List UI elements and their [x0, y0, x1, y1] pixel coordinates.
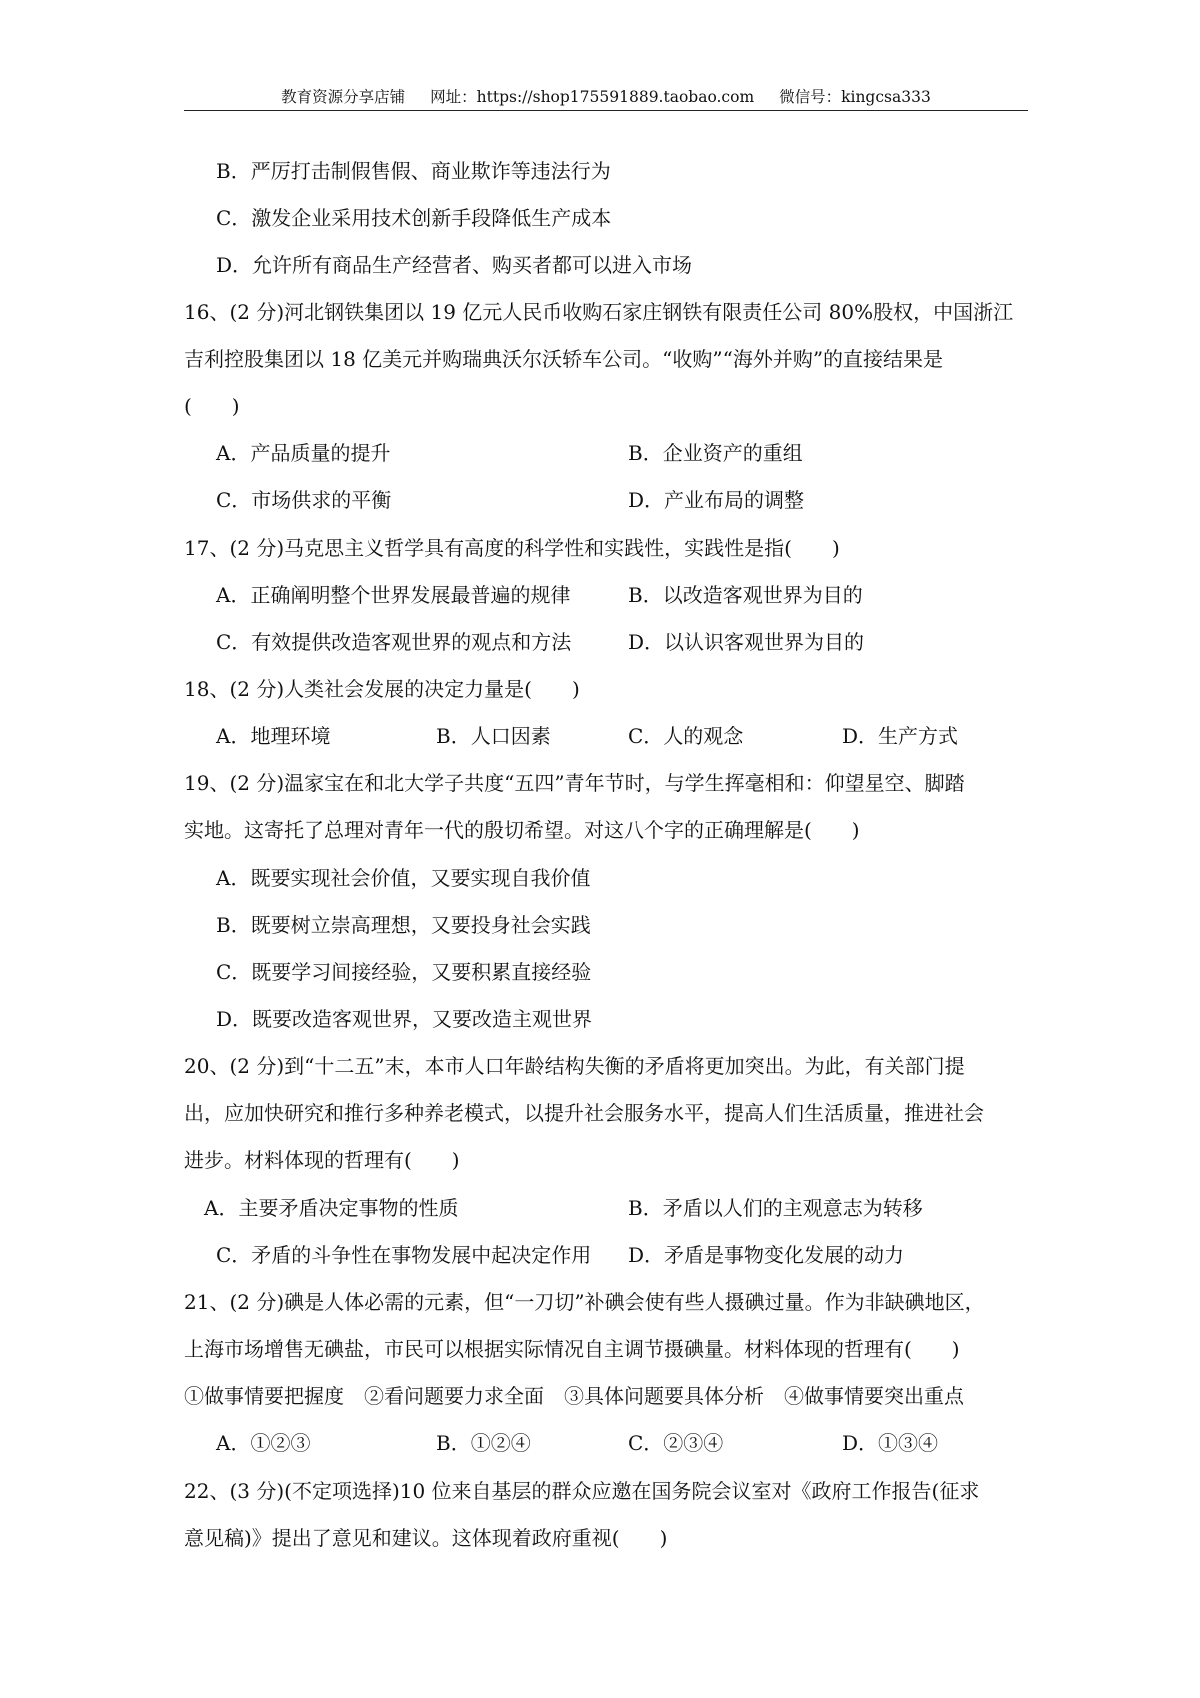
q18-option-c: C．人的观念	[628, 724, 744, 748]
q18-option-b: B．人口因素	[436, 724, 551, 748]
q21-statements: ①做事情要把握度 ②看问题要力求全面 ③具体问题要具体分析 ④做事情要突出重点	[184, 1384, 964, 1408]
q16-stem-line3: ( )	[184, 394, 240, 418]
q20-stem-line3: 进步。材料体现的哲理有( )	[184, 1148, 460, 1172]
q20-option-b: B．矛盾以人们的主观意志为转移	[628, 1196, 923, 1220]
q21-stem-line2: 上海市场增售无碘盐，市民可以根据实际情况自主调节摄碘量。材料体现的哲理有( )	[184, 1337, 960, 1361]
q17-option-d: D．以认识客观世界为目的	[628, 630, 865, 654]
q21-option-c: C．②③④	[628, 1431, 724, 1455]
q16-option-d: D．产业布局的调整	[628, 488, 805, 512]
q19-option-a: A．既要实现社会价值，又要实现自我价值	[216, 866, 591, 890]
q20-stem-line1: 20、(2 分)到“十二五”末，本市人口年龄结构失衡的矛盾将更加突出。为此，有关部门提	[184, 1054, 965, 1078]
q16-option-a: A．产品质量的提升	[216, 441, 391, 465]
q19-option-c: C．既要学习间接经验，又要积累直接经验	[216, 960, 592, 984]
header-shop: 教育资源分享店铺	[281, 88, 406, 106]
q15-option-b: B．严厉打击制假售假、商业欺诈等违法行为	[216, 159, 611, 183]
q15-option-d: D．允许所有商品生产经营者、购买者都可以进入市场	[216, 253, 693, 277]
q16-stem-line1: 16、(2 分)河北钢铁集团以 19 亿元人民币收购石家庄钢铁有限责任公司 80%股权，中国浙江	[184, 300, 1014, 324]
page-header	[184, 86, 1028, 112]
q17-option-a: A．正确阐明整个世界发展最普遍的规律	[216, 583, 571, 607]
q20-option-c: C．矛盾的斗争性在事物发展中起决定作用	[216, 1243, 592, 1267]
q21-stem-line1: 21、(2 分)碘是人体必需的元素，但“一刀切”补碘会使有些人摄碘过量。作为非缺碘地区，	[184, 1290, 985, 1314]
q16-option-b: B．企业资产的重组	[628, 441, 803, 465]
q20-option-d: D．矛盾是事物变化发展的动力	[628, 1243, 905, 1267]
q19-option-b: B．既要树立崇高理想，又要投身社会实践	[216, 913, 591, 937]
q21-option-b: B．①②④	[436, 1431, 531, 1455]
header-divider	[184, 110, 1028, 111]
q20-stem-line2: 出，应加快研究和推行多种养老模式，以提升社会服务水平，提高人们生活质量，推进社会	[184, 1101, 984, 1125]
q19-stem-line2: 实地。这寄托了总理对青年一代的殷切希望。对这八个字的正确理解是( )	[184, 818, 860, 842]
q21-option-a: A．①②③	[216, 1431, 311, 1455]
q21-option-d: D．①③④	[842, 1431, 939, 1455]
header-wechat: 微信号：kingcsa333	[779, 88, 931, 106]
q17-option-b: B．以改造客观世界为目的	[628, 583, 863, 607]
q15-option-c: C．激发企业采用技术创新手段降低生产成本	[216, 206, 612, 230]
q18-option-a: A．地理环境	[216, 724, 331, 748]
q18-option-d: D．生产方式	[842, 724, 959, 748]
q19-stem-line1: 19、(2 分)温家宝在和北大学子共度“五四”青年节时，与学生挥毫相和：仰望星空、脚踏	[184, 771, 965, 795]
q22-stem-line1: 22、(3 分)(不定项选择)10 位来自基层的群众应邀在国务院会议室对《政府工作报告(征求	[184, 1479, 980, 1503]
header-website: 网址：https://shop175591889.taobao.com	[430, 88, 755, 106]
q19-option-d: D．既要改造客观世界，又要改造主观世界	[216, 1007, 593, 1031]
q17-option-c: C．有效提供改造客观世界的观点和方法	[216, 630, 572, 654]
q17-stem: 17、(2 分)马克思主义哲学具有高度的科学性和实践性，实践性是指( )	[184, 536, 840, 560]
q18-stem: 18、(2 分)人类社会发展的决定力量是( )	[184, 677, 580, 701]
q16-stem-line2: 吉利控股集团以 18 亿美元并购瑞典沃尔沃轿车公司。“收购”“海外并购”的直接结果是	[184, 347, 944, 371]
q20-option-a: A．主要矛盾决定事物的性质	[204, 1196, 459, 1220]
q22-stem-line2: 意见稿)》提出了意见和建议。这体现着政府重视( )	[184, 1526, 668, 1550]
q16-option-c: C．市场供求的平衡	[216, 488, 392, 512]
